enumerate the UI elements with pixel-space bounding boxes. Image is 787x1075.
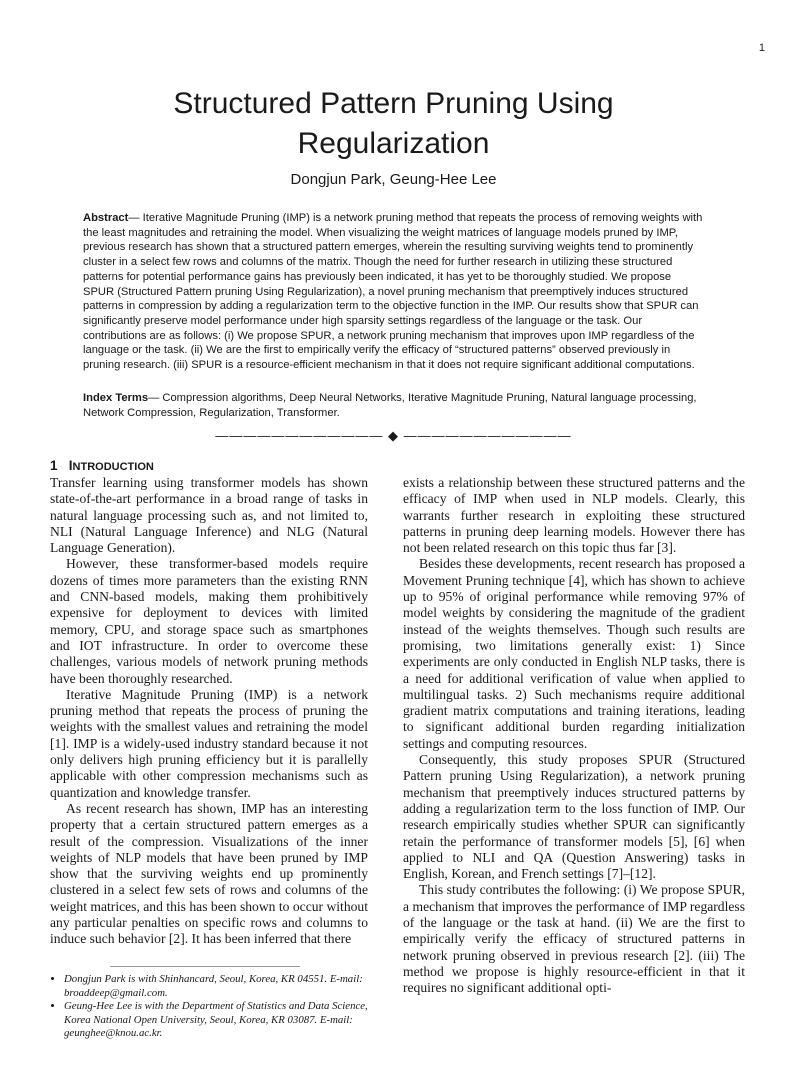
right-column [403, 475, 745, 997]
paragraph: Besides these developments, recent research has proposed a Movement Pruning technique [4], which has shown to achieve up to 95% of original performance while removing 97% of model weights by considering the magnitude of the gradient instead of the weights themselves. Though such results are promising, two limitations generally exist: 1) Since experiments are only conducted in English NLP tasks, there is a need for additional verification of value when applied to multilingual tasks. 2) Such mechanisms require additional gradient matrix computations and training iterations, leading to significant additional burden regarding initialization settings and computing resources. [403, 556, 745, 751]
abstract-text: — Iterative Magnitude Pruning (IMP) is a network pruning method that repeats the process of removing weights with the least magnitudes and retraining the model. When visualizing the weight matrices of language models pruned by IMP, previous research has shown that a structured pattern emerges, wherein the resulting surviving weights tend to prominently cluster in a select few rows and columns of the matrix. Though the need for further research in utilizing these structured patterns for potential performance gains has previously been indicated, it has yet to be thoroughly studied. We propose SPUR (Structured Pattern pruning Using Regularization), a novel pruning mechanism that preemptively induces structured patterns in compression by adding a regularization term to the objective function in the IMP. Our results show that SPUR can significantly preserve model performance under high sparsity settings regardless of the language or the task. Our contributions are as follows: (i) We propose SPUR, a network pruning mechanism that improves upon IMP regardless of the language or the task. (ii) We are the first to empirically verify the efficacy of “structured patterns” observed previously in pruning research. (iii) SPUR is a resource-efficient mechanism in that it does not require significant additional computations. [83, 212, 703, 372]
title-line: Structured Pattern Pruning Using [173, 87, 614, 120]
paper-title [0, 84, 787, 164]
authors: Dongjun Park, Geung-Hee Lee [290, 171, 497, 188]
title-line: Regularization [297, 127, 490, 160]
index-terms [83, 391, 703, 420]
section-heading [50, 458, 154, 473]
paragraph: exists a relationship between these structured patterns and the efficacy of IMP when used in NLP models. Clearly, this warrants further research in exploiting these structured patterns in pruning deep learning models. However there has not been related research on this topic thus far [3]. [403, 475, 745, 556]
abstract-label: Abstract [83, 212, 129, 224]
page-number: 1 [758, 42, 765, 54]
paragraph: This study contributes the following: (i) We propose SPUR, a mechanism that improves the performance of IMP regardless of the language or the task at hand. (ii) We are the first to empirically verify the efficacy of structured patterns in network pruning observed in previous research [2]. (iii) The method we propose is highly resource-efficient in that it requires no significant additional opti- [403, 882, 745, 996]
footnotes [50, 973, 380, 1041]
index-terms-text: — Compression algorithms, Deep Neural Networks, Iterative Magnitude Pruning, Natural language processing, Network Compression, Regularization, Transformer. [83, 392, 697, 419]
paragraph: Transfer learning using transformer models has shown state-of-the-art performance in a broad range of tasks in natural language processing such as, and not limited to, NLI (Natural Language Inference) and NLG (Natural Language Generation). [50, 475, 368, 556]
section-divider: ———————————— ◆ ———————————— [215, 428, 572, 443]
paragraph: However, these transformer-based models require dozens of times more parameters than the existing RNN and CNN-based models, making them prohibitively expensive for deployment to devices with limited memory, CPU, and storage space such as smartphones and IOT infrastructure. In order to overcome these challenges, various models of network pruning methods have been thoroughly researched. [50, 556, 368, 686]
abstract [83, 211, 703, 373]
index-terms-label: Index Terms [83, 392, 149, 404]
section-number: 1 [50, 458, 58, 473]
paragraph: Iterative Magnitude Pruning (IMP) is a network pruning method that repeats the process of pruning the weights with the smallest values and retraining the model [1]. IMP is a widely-used industry standard because it not only delivers high pruning efficiency but it is parallelly applicable with other compression mechanisms such as quantization and knowledge transfer. [50, 686, 368, 800]
footnote-rule [110, 966, 300, 967]
paragraph: As recent research has shown, IMP has an interesting property that a certain structured pattern emerges as a result of the compression. Visualizations of the inner weights of NLP models that have been pruned by IMP show that the surviving weights end up prominently clustered in a select few sets of rows and columns of the weight matrices, and this has been shown to occur without any particular penalties on specific rows and columns to induce such behavior [2]. It has been inferred that there [50, 800, 368, 947]
section-title-rest: NTRODUCTION [72, 461, 154, 473]
footnote: • Geung-Hee Lee is with the Department of Statistics and Data Science, Korea National Open University, Seoul, Korea, KR 03087. E-mail: geunghee@knou.ac.kr. [64, 1000, 380, 1041]
left-column [50, 475, 368, 948]
paragraph: Consequently, this study proposes SPUR (Structured Pattern pruning Using Regularization), a network pruning mechanism that preemptively induces structured patterns by adding a regularization term to the loss function of IMP. Our research empirically studies whether SPUR can significantly retain the performance of transformer models [5], [6] when applied to NLI and QA (Question Answering) tasks in English, Korean, and French settings [7]–[12]. [403, 752, 745, 882]
footnote: • Dongjun Park is with Shinhancard, Seoul, Korea, KR 04551. E-mail: broaddeep@gmail.com. [64, 973, 380, 1000]
section-title-initial: I [68, 458, 73, 473]
